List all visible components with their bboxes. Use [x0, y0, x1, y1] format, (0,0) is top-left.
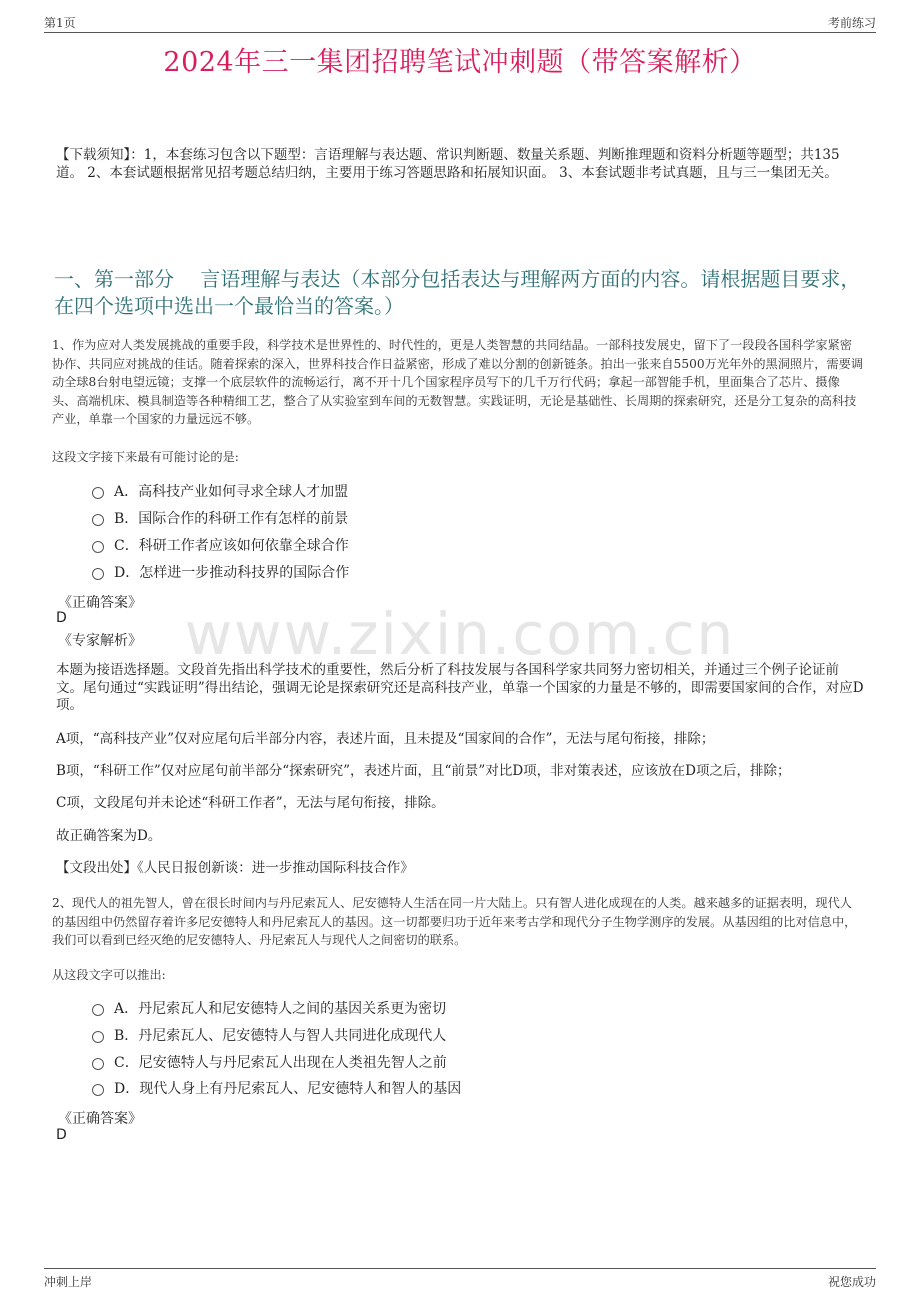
- section-heading: 一、第一部分 言语理解与表达（本部分包括表达与理解两方面的内容。请根据题目要求，在四个选项中选出一个最恰当的答案。）: [54, 267, 861, 318]
- question-2-answer-label: 《正确答案》: [58, 1111, 142, 1127]
- question-1-option-c[interactable]: [92, 534, 349, 556]
- radio-icon[interactable]: [92, 1004, 104, 1016]
- radio-icon[interactable]: [92, 568, 104, 580]
- question-1-prompt: 这段文字接下来最有可能讨论的是:: [52, 450, 239, 464]
- question-1-answer-label: 《正确答案》: [58, 595, 142, 611]
- option-label: A．丹尼索瓦人和尼安德特人之间的基因关系更为密切: [114, 1001, 447, 1017]
- question-2-prompt: 从这段文字可以推出:: [52, 968, 166, 982]
- document-title: 2024年三一集团招聘笔试冲刺题（带答案解析）: [163, 47, 757, 78]
- question-1-analysis-b: B项，“科研工作”仅对应尾句前半部分“探索研究”，表述片面，且“前景”对比D项，非对策表述，应该放在D项之后，排除；: [56, 763, 791, 779]
- radio-icon[interactable]: [92, 1084, 104, 1096]
- page-footer: [44, 1268, 876, 1289]
- watermark: www.zixin.com.cn: [184, 600, 736, 668]
- question-2-text: 2、现代人的祖先智人，曾在很长时间内与丹尼索瓦人、尼安德特人生活在同一片大陆上。只有智人进化成现在的人类。越来越多的证据表明，现代人的基因组中仍然留存着许多尼安德特人和丹尼索瓦人的基因。这一切都要归功于近年来考古学和现代分子生物学测序的发展。从基因组的比对信息中，我们可以看到已经灭绝的尼安德特人、丹尼索瓦人与现代人之间密切的联系。: [52, 896, 857, 947]
- question-1-source: 【文段出处】《人民日报创新谈：进一步推动国际科技合作》: [56, 860, 414, 876]
- radio-icon[interactable]: [92, 541, 104, 553]
- question-2-option-a[interactable]: [92, 997, 446, 1019]
- option-label: C．科研工作者应该如何依靠全球合作: [114, 538, 349, 554]
- option-label: B．国际合作的科研工作有怎样的前景: [114, 511, 349, 527]
- radio-icon[interactable]: [92, 487, 104, 499]
- radio-icon[interactable]: [92, 1058, 104, 1070]
- question-2-option-b[interactable]: [92, 1024, 446, 1046]
- page-number: 第1页: [44, 16, 76, 30]
- download-notice: 【下载须知】：1，本套练习包含以下题型：言语理解与表达题、常识判断题、数量关系题、判断推理题和资料分析题等题型；共135道。 2、本套试题根据常见招考题总结归纳，主要用于练习答题思路和拓展知识面。 3、本套试题非考试真题，且与三一集团无关。: [56, 147, 840, 181]
- question-1-analysis-c: C项，文段尾句并未论述“科研工作者”，无法与尾句衔接，排除。: [56, 795, 445, 811]
- question-1-answer: D: [56, 610, 67, 626]
- question-1-analysis-a: A项，“高科技产业”仅对应尾句后半部分内容，表述片面，且未提及“国家间的合作”，无法与尾句衔接，排除；: [56, 731, 715, 747]
- question-1-analysis-summary: 本题为接语选择题。文段首先指出科学技术的重要性，然后分析了科技发展与各国科学家共同努力密切相关，并通过三个例子论证前文。尾句通过“实践证明”得出结论，强调无论是探索研究还是高科技产业，单靠一个国家的力量是不够的，即需要国家间的合作，对应D项。: [56, 662, 864, 713]
- option-label: D．怎样进一步推动科技界的国际合作: [114, 565, 350, 581]
- question-2-answer: D: [56, 1127, 67, 1143]
- header-label: 考前练习: [827, 16, 876, 30]
- question-1-option-a[interactable]: [92, 480, 348, 502]
- question-1-text: 1、作为应对人类发展挑战的重要手段，科学技术是世界性的、时代性的，更是人类智慧的共同结晶。一部科技发展史，留下了一段段各国科学家紧密协作、共同应对挑战的佳话。随着探索的深入，世界科技合作日益紧密，形成了难以分割的创新链条。拍出一张来自5500万光年外的黑洞照片，需要调动全球8台射电望远镜；支撑一个底层软件的流畅运行，离不开十几个国家程序员写下的几千万行代码；拿起一部智能手机，里面集合了芯片、摄像头、高端机床、模具制造等各种精细工艺，整合了从实验室到车间的无数智慧。实践证明，无论是基础性、长周期的探索研究，还是分工复杂的高科技产业，单靠一个国家的力量远远不够。: [52, 338, 864, 426]
- question-1-option-d[interactable]: [92, 561, 349, 583]
- question-1-analysis-label: 《专家解析》: [58, 633, 142, 649]
- question-1-option-b[interactable]: [92, 507, 348, 529]
- option-label: C．尼安德特人与丹尼索瓦人出现在人类祖先智人之前: [114, 1055, 447, 1071]
- question-2-option-d[interactable]: [92, 1077, 461, 1099]
- radio-icon[interactable]: [92, 1031, 104, 1043]
- radio-icon[interactable]: [92, 514, 104, 526]
- question-2-option-c[interactable]: [92, 1051, 447, 1073]
- footer-right: 祝您成功: [827, 1275, 876, 1289]
- page-header: [44, 14, 876, 33]
- footer-left: 冲刺上岸: [44, 1275, 93, 1289]
- option-label: A．高科技产业如何寻求全球人才加盟: [114, 484, 349, 500]
- option-label: D．现代人身上有丹尼索瓦人、尼安德特人和智人的基因: [114, 1081, 462, 1097]
- option-label: B．丹尼索瓦人、尼安德特人与智人共同进化成现代人: [114, 1028, 447, 1044]
- question-1-analysis-conclusion: 故正确答案为D。: [56, 828, 162, 844]
